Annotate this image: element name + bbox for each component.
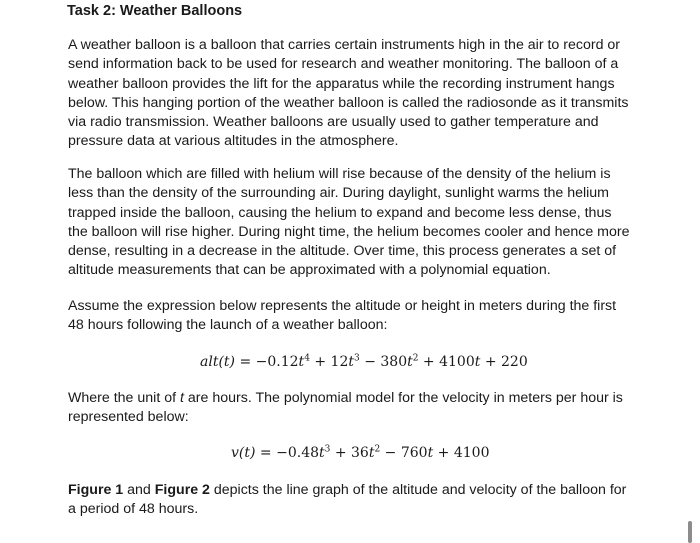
text-line (68, 481, 640, 500)
formula-term: + 36 (330, 445, 369, 461)
text-fragment: depicts the line graph of the altitude and velocity of the balloon for (209, 482, 627, 498)
text-fragment: Where the unit of (68, 390, 180, 406)
text-line: trapped inside the balloon, causing the helium to expand and become less dense, thus (68, 204, 612, 221)
paragraph-velocity-intro (68, 389, 640, 428)
text-line (68, 389, 640, 408)
text-line: send information back to be used for research and weather monitoring. The balloon of a (68, 56, 619, 73)
formula-variable: t (348, 354, 355, 370)
text-line: 48 hours following the launch of a weather balloon: (68, 317, 388, 334)
formula-term: + 220 (480, 354, 528, 370)
text-line: represented below: (68, 409, 189, 426)
text-line: a period of 48 hours. (68, 501, 199, 518)
text-line: below. This hanging portion of the weather balloon is called the radiosonde as it transmits (68, 94, 629, 111)
formula-lhs: v(t) (231, 445, 256, 461)
text-line: Assume the expression below represents the altitude or height in meters during the first (68, 298, 617, 314)
text-line: less than the density of the surrounding air. During daylight, sunlight warms the helium (68, 185, 609, 202)
formula-term: + 4100 (418, 354, 475, 370)
formula-term: = −0.48 (255, 445, 320, 461)
paragraph-figure-reference (68, 481, 640, 520)
paragraph-helium-density (68, 165, 640, 281)
formula-lhs: alt(t) (200, 354, 235, 370)
formula-exponent: 3 (354, 353, 360, 364)
text-line: altitude measurements that can be approximated with a polynomial equation. (68, 262, 551, 279)
task-title: Task 2: Weather Balloons (67, 3, 243, 19)
formula-term: − 760 (380, 445, 428, 461)
formula-term: − 380 (359, 354, 408, 370)
paragraph-altitude-assumption (68, 297, 640, 336)
paragraph-weather-balloon-intro (68, 36, 640, 152)
formula-exponent: 4 (304, 353, 310, 364)
text-line: pressure data at various altitudes in the atmosphere. (68, 133, 399, 150)
formula-term: = −0.12 (235, 354, 299, 370)
scrollbar-thumb[interactable] (688, 521, 692, 543)
formula-variable: t (427, 445, 434, 461)
text-line: weather balloon provides the lift for the apparatus while the recording instrument hangs (68, 75, 615, 92)
formula-exponent: 2 (374, 444, 381, 455)
formula-variable: t (319, 445, 325, 461)
figure-1-ref: Figure 1 (68, 482, 124, 498)
formula-variable: t (298, 354, 305, 370)
figure-2-ref: Figure 2 (154, 482, 210, 498)
formula-variable: t (474, 354, 481, 370)
formula-term: + 4100 (433, 445, 490, 461)
text-fragment: and (123, 482, 155, 498)
text-line: dense, resulting in a decrease in the altitude. Over time, this process generates a set of (68, 243, 617, 260)
text-line: the balloon will rise higher. During night time, the helium becomes cooler and hence more (68, 223, 630, 240)
altitude-formula (200, 352, 528, 372)
formula-exponent: 2 (412, 353, 419, 364)
formula-variable: t (407, 354, 413, 370)
formula-exponent: 3 (324, 444, 331, 455)
variable-t: t (179, 390, 184, 406)
formula-term: + 12 (309, 354, 349, 370)
text-line: A weather balloon is a balloon that carries certain instruments high in the air to record or (68, 37, 621, 53)
formula-variable: t (368, 445, 375, 461)
text-line: via radio transmission. Weather balloons are usually used to gather temperature and (68, 114, 599, 131)
velocity-formula (231, 443, 489, 463)
text-line: The balloon which are filled with helium will rise because of the density of the helium is (68, 166, 611, 182)
text-fragment: are hours. The polynomial model for the velocity in meters per hour is (183, 390, 623, 406)
